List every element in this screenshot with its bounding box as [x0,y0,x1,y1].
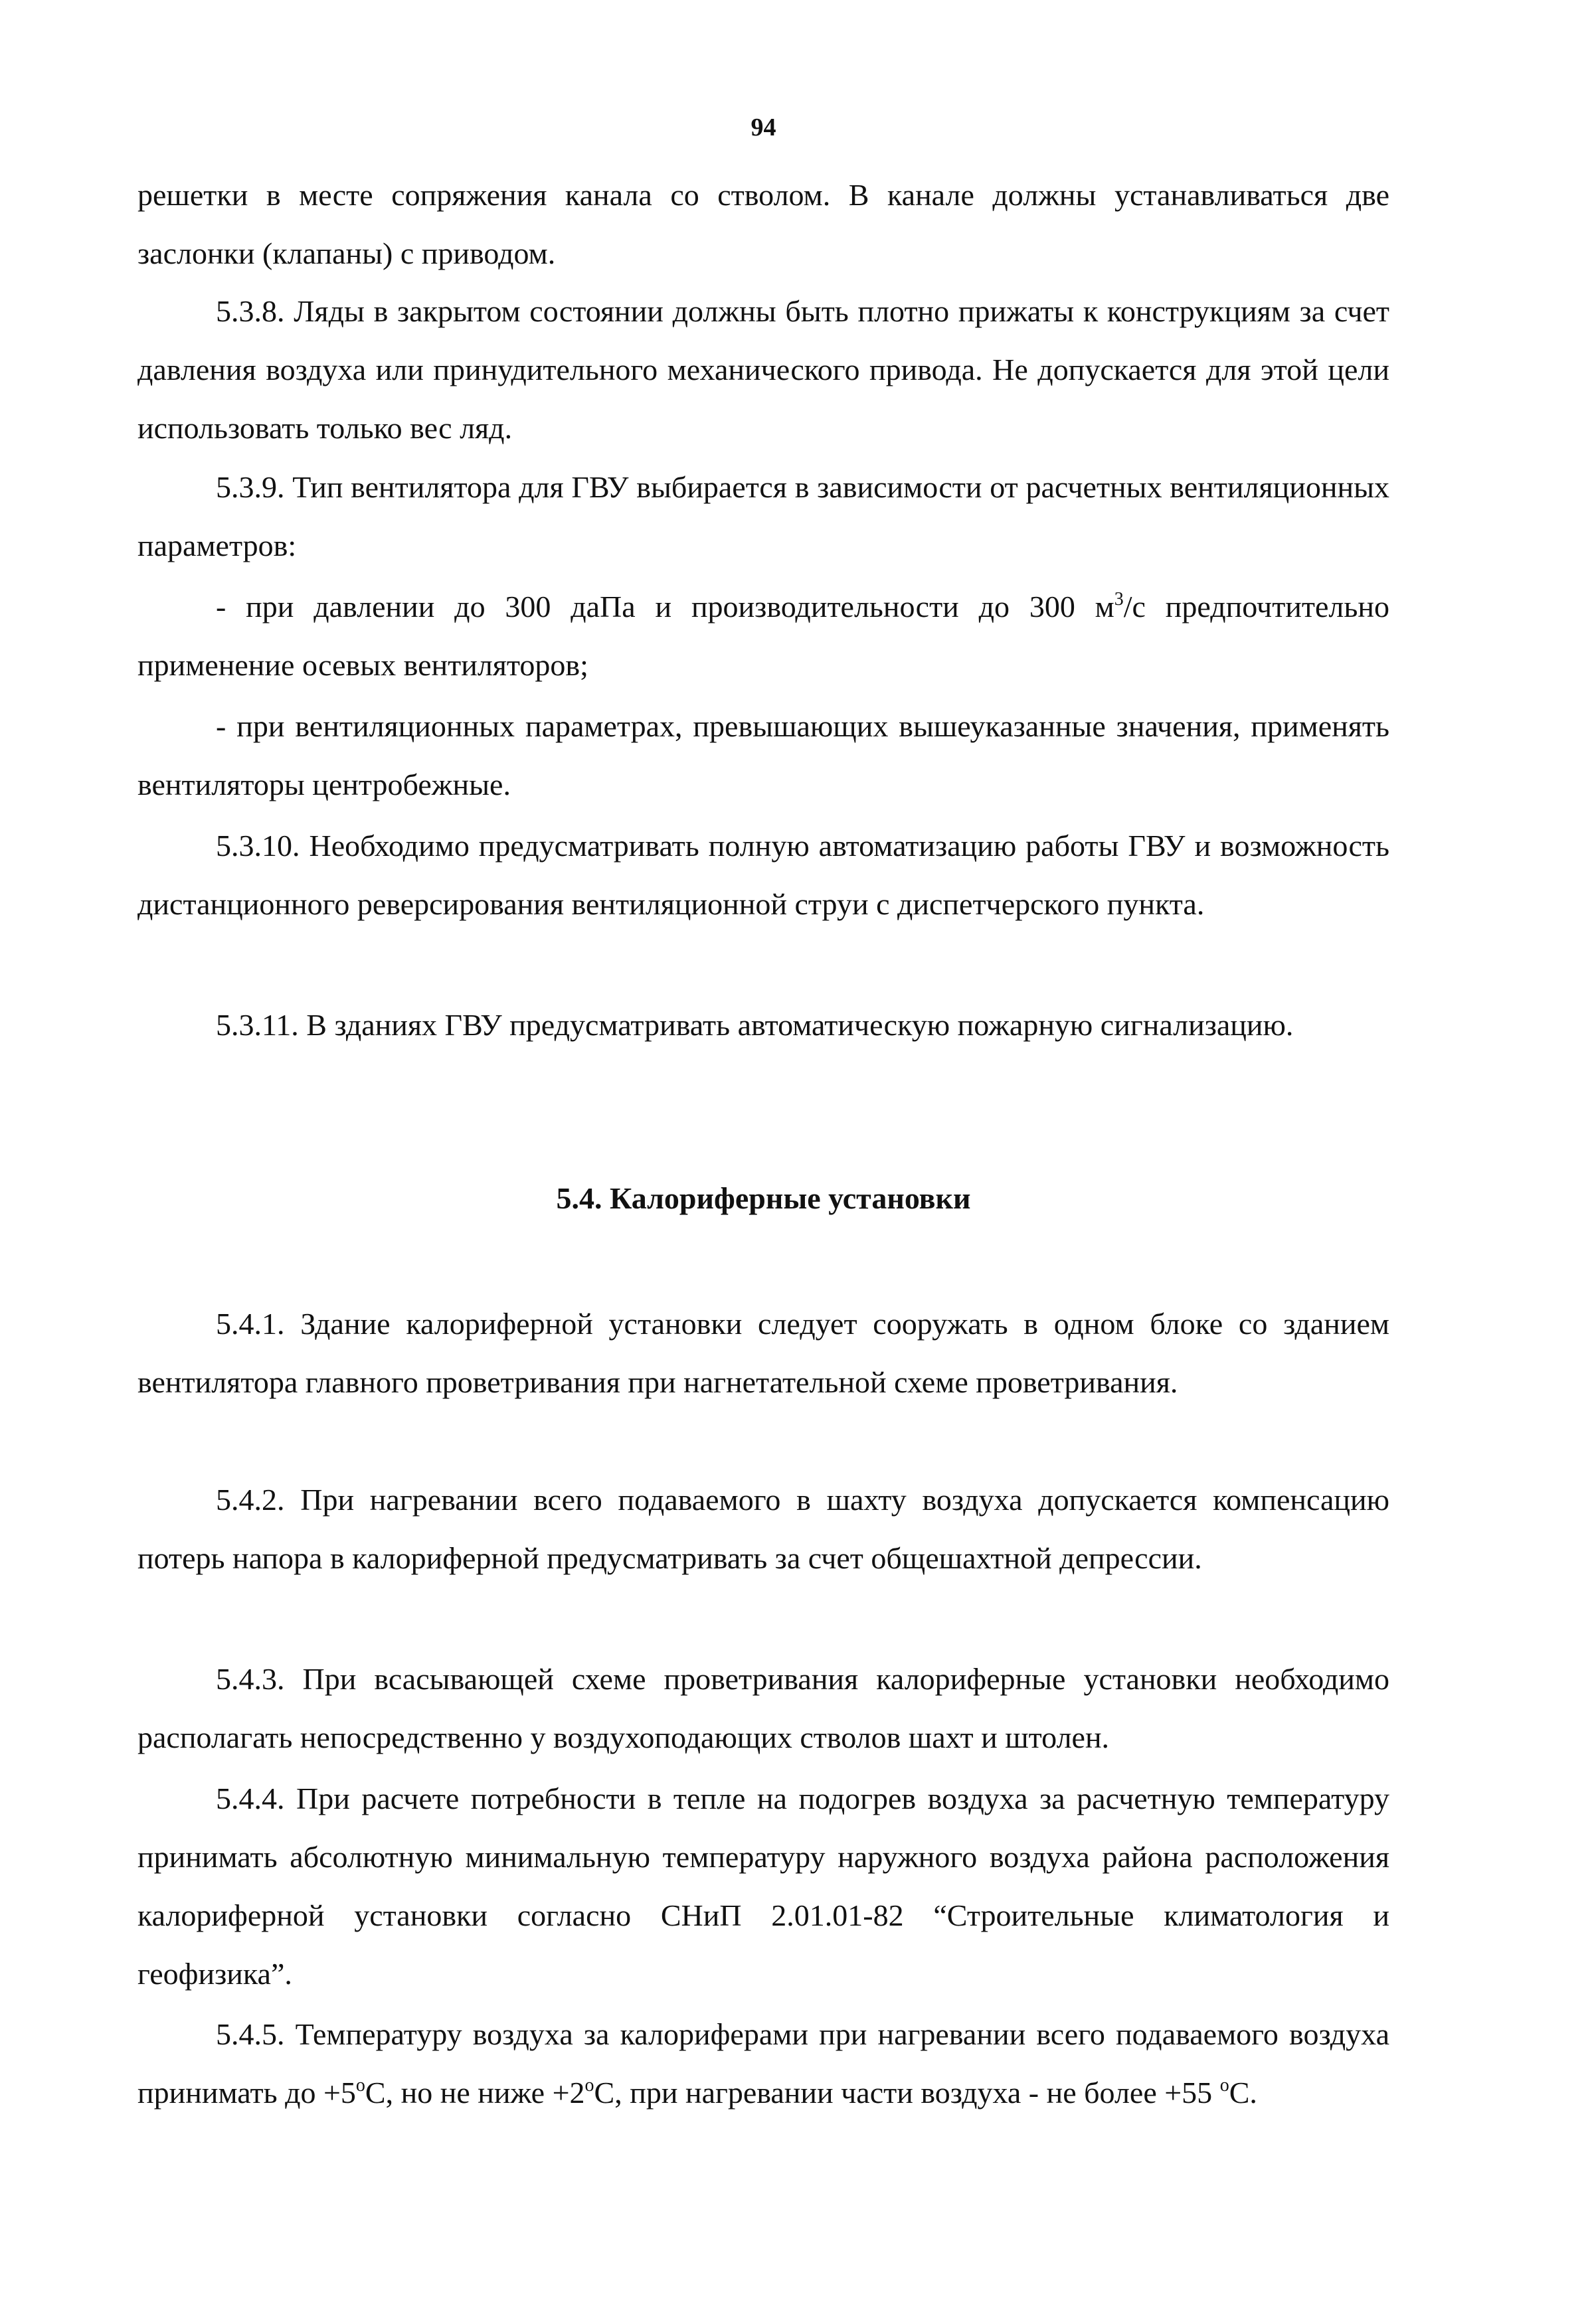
paragraph-axial-fans [137,578,1389,695]
paragraph-5-4-2: 5.4.2. При нагревании всего подаваемого в шахту воздуха допускается компенсацию потерь напора в калориферной предусматривать за счет общешахтной депрессии. [137,1483,1389,1575]
paragraph-5-4-3: 5.4.3. При всасывающей схеме проветривания калориферные установки необходимо располагать непосредственно у воздухоподающих стволов шахт и штолен. [137,1662,1389,1754]
paragraph-5-3-10: 5.3.10. Необходимо предусматривать полную автоматизацию работы ГВУ и возможность дистанционного реверсирования вентиляционной струи с диспетчерского пункта. [137,829,1389,921]
paragraph-continuation: решетки в месте сопряжения канала со стволом. В канале должны устанавливаться две заслонки (клапаны) с приводом. [137,178,1389,270]
paragraph-5-4-5 [137,2005,1389,2122]
degree-sign: o [584,2075,594,2096]
paragraph-5-4-1: 5.4.1. Здание калориферной установки следует сооружать в одном блоке со зданием вентилятора главного проветривания при нагнетательной схеме проветривания. [137,1307,1389,1399]
paragraph-5-4-5-part2: С, но не ниже +2 [365,2076,585,2110]
paragraph-5-4-4: 5.4.4. При расчете потребности в тепле на подогрев воздуха за расчетную температуру принимать абсолютную минимальную температуру наружного воздуха района расположения калориферной установки согласно СНиП 2.01.01-82 “Строительные климатология и геофизика”. [137,1782,1389,1991]
paragraph-5-3-11: 5.3.11. В зданиях ГВУ предусматривать автоматическую пожарную сигнализацию. [216,1008,1294,1042]
paragraph-5-3-9: 5.3.9. Тип вентилятора для ГВУ выбирается в зависимости от расчетных вентиляционных параметров: [137,470,1389,562]
superscript-cubed: 3 [1114,589,1124,610]
paragraph-5-4-5-part4: С. [1229,2076,1257,2110]
paragraph-5-3-8: 5.3.8. Ляды в закрытом состоянии должны быть плотно прижаты к конструкциям за счет давления воздуха или принудительного механического привода. Не допускается для этой цели использовать только вес ляд. [137,294,1389,445]
paragraph-5-4-5-part3: С, при нагревании части воздуха - не более +55 [594,2076,1220,2110]
degree-sign: o [1219,2075,1229,2096]
section-heading: 5.4. Калориферные установки [556,1181,971,1215]
paragraph-axial-fans-part1: - при давлении до 300 даПа и производительности до 300 м [216,590,1114,623]
paragraph-5-4-5-part1: 5.4.5. Температуру воздуха за калориферами при нагревании всего подаваемого воздуха принимать до +5 [137,2017,1389,2110]
page-number: 94 [751,114,776,141]
paragraph-axial-fans-part2: /с предпочтительно применение осевых вентиляторов; [137,590,1389,682]
degree-sign: o [355,2075,365,2096]
paragraph-centrifugal-fans: - при вентиляционных параметрах, превышающих вышеуказанные значения, применять вентиляторы центробежные. [137,709,1389,801]
